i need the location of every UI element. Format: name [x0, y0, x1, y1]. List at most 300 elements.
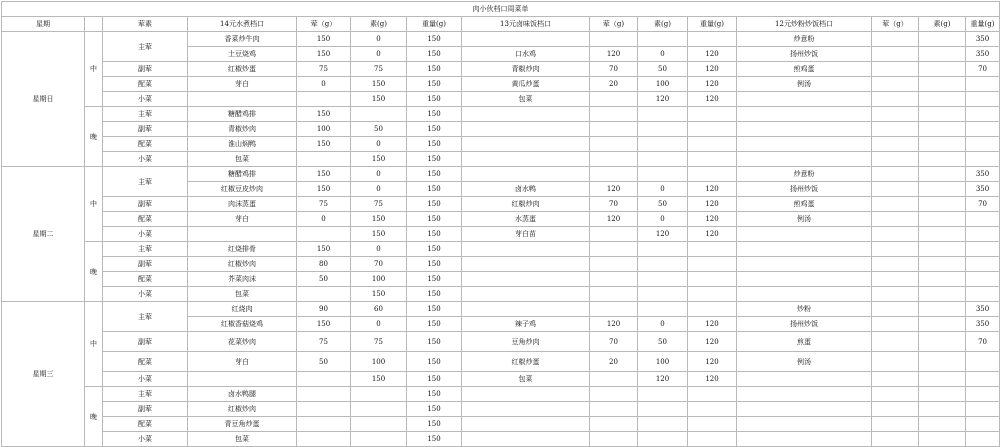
weight-cell: 120 — [688, 92, 737, 107]
dish-name-cell — [188, 372, 297, 387]
weight-cell — [919, 257, 966, 272]
dish-name-cell — [188, 227, 297, 242]
weight-cell — [638, 287, 688, 302]
column-header: 重量(g) — [966, 17, 1000, 32]
table-row — [2, 107, 1000, 122]
weight-cell: 150 — [351, 287, 407, 302]
dish-name-cell: 辣子鸡 — [462, 317, 590, 332]
dish-name-cell — [737, 107, 872, 122]
weight-cell — [590, 287, 638, 302]
weight-cell — [590, 257, 638, 272]
dish-name-cell: 例汤 — [737, 352, 872, 372]
weight-cell — [919, 432, 966, 447]
table-row — [2, 137, 1000, 152]
weight-cell — [872, 47, 919, 62]
dish-name-cell — [462, 122, 590, 137]
table-row — [2, 227, 1000, 242]
dish-name-cell: 扬州炒饭 — [737, 182, 872, 197]
weight-cell: 0 — [638, 212, 688, 227]
weight-cell: 20 — [590, 77, 638, 92]
weight-cell — [919, 77, 966, 92]
weight-cell: 150 — [351, 152, 407, 167]
weight-cell — [919, 287, 966, 302]
dish-name-cell: 青豆角炒蛋 — [188, 417, 297, 432]
weight-cell — [872, 417, 919, 432]
dish-type: 副荤 — [103, 62, 188, 77]
weight-cell — [919, 137, 966, 152]
dish-name-cell: 土豆烧鸡 — [188, 47, 297, 62]
dish-type: 小菜 — [103, 92, 188, 107]
weight-cell: 120 — [688, 47, 737, 62]
dish-name-cell — [462, 242, 590, 257]
weight-cell: 120 — [590, 317, 638, 332]
weight-cell: 120 — [638, 372, 688, 387]
weight-cell: 150 — [297, 47, 351, 62]
weight-cell — [688, 152, 737, 167]
weight-cell — [297, 287, 351, 302]
weight-cell — [919, 372, 966, 387]
weight-cell — [919, 182, 966, 197]
weight-cell: 150 — [407, 302, 462, 317]
weight-cell: 50 — [297, 352, 351, 372]
weight-cell — [872, 62, 919, 77]
weight-cell: 350 — [966, 32, 1000, 47]
weight-cell: 70 — [590, 332, 638, 352]
weight-cell — [590, 137, 638, 152]
column-header: 重量(g) — [407, 17, 462, 32]
weight-cell: 70 — [590, 62, 638, 77]
dish-name-cell — [737, 242, 872, 257]
weight-cell — [590, 417, 638, 432]
dish-name-cell: 香菜炒牛肉 — [188, 32, 297, 47]
weight-cell: 20 — [590, 352, 638, 372]
dish-name-cell — [462, 272, 590, 287]
weight-cell: 150 — [407, 62, 462, 77]
dish-type: 副荤 — [103, 197, 188, 212]
weight-cell — [297, 387, 351, 402]
dish-name-cell: 煎蛋 — [737, 332, 872, 352]
weight-cell: 120 — [590, 47, 638, 62]
dish-name-cell — [462, 432, 590, 447]
weight-cell: 75 — [297, 332, 351, 352]
weight-cell — [638, 107, 688, 122]
weight-cell — [966, 432, 1000, 447]
table-row — [2, 77, 1000, 92]
weight-cell — [638, 387, 688, 402]
weight-cell — [638, 167, 688, 182]
table-row — [2, 272, 1000, 287]
meal-label: 中 — [85, 167, 103, 242]
weight-cell: 150 — [407, 137, 462, 152]
dish-name-cell: 花菜炒肉 — [188, 332, 297, 352]
table-row — [2, 92, 1000, 107]
table-row — [2, 387, 1000, 402]
weight-cell — [966, 257, 1000, 272]
dish-name-cell: 芽白 — [188, 352, 297, 372]
weight-cell: 0 — [297, 77, 351, 92]
table-row — [2, 302, 1000, 317]
weight-cell — [638, 402, 688, 417]
meal-label: 中 — [85, 32, 103, 107]
weight-cell — [688, 167, 737, 182]
weight-cell — [919, 302, 966, 317]
weight-cell: 0 — [351, 47, 407, 62]
weight-cell — [919, 332, 966, 352]
weight-cell — [297, 417, 351, 432]
dish-name-cell: 包菜 — [188, 432, 297, 447]
weight-cell — [919, 32, 966, 47]
weight-cell — [590, 387, 638, 402]
weight-cell — [638, 272, 688, 287]
dish-type: 小菜 — [103, 432, 188, 447]
table-row — [2, 372, 1000, 387]
dish-type: 配菜 — [103, 212, 188, 227]
weight-cell — [919, 212, 966, 227]
dish-name-cell: 煎鸡蛋 — [737, 62, 872, 77]
weight-cell — [872, 197, 919, 212]
weight-cell: 150 — [407, 242, 462, 257]
weight-cell — [688, 107, 737, 122]
dish-type: 主荤 — [103, 107, 188, 122]
day-label: 星期日 — [2, 32, 85, 167]
table-row — [2, 257, 1000, 272]
weight-cell — [638, 137, 688, 152]
dish-name-cell — [737, 387, 872, 402]
weight-cell: 75 — [297, 62, 351, 77]
meal-label: 晚 — [85, 387, 103, 447]
dish-name-cell: 黄瓜炒蛋 — [462, 77, 590, 92]
dish-name-cell: 红椒炒肉 — [188, 402, 297, 417]
weight-cell — [872, 32, 919, 47]
weight-cell: 150 — [351, 77, 407, 92]
weight-cell — [638, 417, 688, 432]
weight-cell — [638, 257, 688, 272]
dish-name-cell: 例汤 — [737, 77, 872, 92]
dish-name-cell: 青椒炒肉 — [188, 122, 297, 137]
weight-cell — [919, 317, 966, 332]
dish-name-cell: 扬州炒饭 — [737, 47, 872, 62]
weight-cell — [872, 402, 919, 417]
weight-cell: 150 — [407, 352, 462, 372]
weight-cell: 120 — [590, 182, 638, 197]
column-header: 荤（g) — [590, 17, 638, 32]
weight-cell — [590, 272, 638, 287]
dish-type: 主荤 — [103, 32, 188, 62]
weight-cell — [590, 107, 638, 122]
weight-cell — [590, 402, 638, 417]
weight-cell: 0 — [351, 167, 407, 182]
weight-cell — [966, 352, 1000, 372]
weight-cell: 70 — [590, 197, 638, 212]
dish-name-cell: 红烧肉 — [188, 302, 297, 317]
column-header: 12元炒粉炒饭档口 — [737, 17, 872, 32]
weight-cell — [297, 152, 351, 167]
weight-cell — [590, 302, 638, 317]
column-header: 荤（g） — [872, 17, 919, 32]
weight-cell: 150 — [407, 227, 462, 242]
weight-cell — [966, 137, 1000, 152]
table-row — [2, 352, 1000, 372]
dish-name-cell — [737, 92, 872, 107]
dish-name-cell: 包菜 — [462, 372, 590, 387]
weight-cell — [688, 32, 737, 47]
weight-cell — [872, 387, 919, 402]
weight-cell: 120 — [688, 197, 737, 212]
dish-type: 主荤 — [103, 387, 188, 402]
weight-cell — [638, 32, 688, 47]
meal-label: 晚 — [85, 107, 103, 167]
weight-cell: 100 — [351, 352, 407, 372]
weight-cell: 150 — [407, 317, 462, 332]
meal-label: 晚 — [85, 242, 103, 302]
weight-cell: 100 — [351, 272, 407, 287]
weight-cell — [919, 417, 966, 432]
dish-type: 主荤 — [103, 302, 188, 332]
table-row — [2, 432, 1000, 447]
weight-cell — [688, 272, 737, 287]
weight-cell: 120 — [638, 92, 688, 107]
weight-cell — [872, 302, 919, 317]
table-row — [2, 32, 1000, 47]
weight-cell: 150 — [297, 317, 351, 332]
weight-cell: 150 — [407, 122, 462, 137]
weight-cell: 350 — [966, 317, 1000, 332]
weight-cell: 150 — [297, 242, 351, 257]
weight-cell: 70 — [966, 197, 1000, 212]
weight-cell — [688, 302, 737, 317]
weight-cell — [590, 227, 638, 242]
header-row — [2, 17, 1000, 32]
weight-cell: 0 — [351, 137, 407, 152]
day-label: 星期三 — [2, 302, 85, 447]
weight-cell: 120 — [688, 62, 737, 77]
dish-name-cell: 红椒炒蛋 — [188, 62, 297, 77]
dish-name-cell: 炒粉 — [737, 302, 872, 317]
dish-name-cell — [737, 137, 872, 152]
dish-name-cell — [462, 257, 590, 272]
table-row — [2, 197, 1000, 212]
weight-cell: 150 — [351, 372, 407, 387]
weight-cell: 150 — [407, 272, 462, 287]
dish-name-cell: 包菜 — [188, 287, 297, 302]
weight-cell — [688, 257, 737, 272]
weight-cell — [638, 122, 688, 137]
weight-cell — [590, 32, 638, 47]
dish-name-cell: 扬州炒饭 — [737, 317, 872, 332]
dish-name-cell: 煎鸡蛋 — [737, 197, 872, 212]
dish-name-cell: 包菜 — [188, 152, 297, 167]
weight-cell — [966, 387, 1000, 402]
dish-name-cell: 炒意粉 — [737, 167, 872, 182]
column-header: 素(g) — [638, 17, 688, 32]
weight-cell — [872, 257, 919, 272]
dish-name-cell — [737, 432, 872, 447]
weight-cell: 75 — [351, 332, 407, 352]
dish-name-cell: 口水鸡 — [462, 47, 590, 62]
dish-name-cell — [462, 107, 590, 122]
dish-name-cell — [462, 152, 590, 167]
weight-cell — [297, 432, 351, 447]
weight-cell: 150 — [407, 167, 462, 182]
weight-cell — [872, 92, 919, 107]
weight-cell — [872, 212, 919, 227]
weight-cell: 0 — [351, 317, 407, 332]
weight-cell — [872, 167, 919, 182]
dish-name-cell — [737, 287, 872, 302]
weight-cell: 150 — [407, 47, 462, 62]
weight-cell: 70 — [966, 332, 1000, 352]
day-label: 星期二 — [2, 167, 85, 302]
weight-cell: 150 — [407, 212, 462, 227]
menu-title: 肉小伙档口周菜单 — [2, 2, 1000, 17]
weight-cell: 350 — [966, 47, 1000, 62]
weight-cell — [919, 122, 966, 137]
weight-cell: 150 — [407, 152, 462, 167]
column-header: 14元水煮档口 — [188, 17, 297, 32]
weight-cell: 150 — [407, 417, 462, 432]
column-header — [85, 17, 103, 32]
weight-cell — [872, 107, 919, 122]
weight-cell — [351, 417, 407, 432]
weight-cell — [919, 242, 966, 257]
weight-cell — [297, 92, 351, 107]
dish-name-cell — [737, 122, 872, 137]
dish-type: 主荤 — [103, 167, 188, 197]
weight-cell: 0 — [297, 212, 351, 227]
weight-cell — [966, 107, 1000, 122]
weight-cell — [638, 152, 688, 167]
weight-cell — [872, 352, 919, 372]
dish-type: 配菜 — [103, 417, 188, 432]
weight-cell: 0 — [351, 182, 407, 197]
weight-cell: 0 — [351, 32, 407, 47]
weight-cell: 150 — [407, 92, 462, 107]
dish-type: 副荤 — [103, 257, 188, 272]
weight-cell — [872, 332, 919, 352]
dish-name-cell — [737, 227, 872, 242]
weight-cell — [590, 372, 638, 387]
weight-cell: 0 — [638, 317, 688, 332]
dish-name-cell — [462, 302, 590, 317]
weight-cell — [966, 152, 1000, 167]
weight-cell: 0 — [638, 47, 688, 62]
weight-cell — [590, 242, 638, 257]
column-header: 荤素 — [103, 17, 188, 32]
weight-cell: 150 — [297, 137, 351, 152]
column-header: 星期 — [2, 17, 85, 32]
dish-name-cell: 肉沫蒸蛋 — [188, 197, 297, 212]
weight-cell — [919, 47, 966, 62]
weight-cell — [688, 417, 737, 432]
table-row — [2, 122, 1000, 137]
weight-cell — [590, 432, 638, 447]
weight-cell: 150 — [407, 32, 462, 47]
dish-name-cell — [462, 417, 590, 432]
weight-cell — [966, 242, 1000, 257]
weight-cell — [351, 387, 407, 402]
weight-cell — [688, 287, 737, 302]
weight-cell: 120 — [590, 212, 638, 227]
dish-name-cell: 红椒炒肉 — [188, 257, 297, 272]
weight-cell: 150 — [407, 77, 462, 92]
weight-cell — [872, 227, 919, 242]
weight-cell — [688, 387, 737, 402]
weight-cell — [872, 77, 919, 92]
column-header: 13元卤味饭档口 — [462, 17, 590, 32]
weight-cell — [872, 372, 919, 387]
dish-name-cell: 水蒸蛋 — [462, 212, 590, 227]
dish-name-cell: 包菜 — [462, 92, 590, 107]
weight-cell: 50 — [638, 197, 688, 212]
weight-cell: 120 — [638, 227, 688, 242]
dish-type: 小菜 — [103, 287, 188, 302]
weight-cell: 100 — [638, 352, 688, 372]
dish-name-cell — [462, 32, 590, 47]
weight-cell — [872, 242, 919, 257]
dish-name-cell: 卤水鸭腿 — [188, 387, 297, 402]
dish-name-cell — [737, 152, 872, 167]
dish-name-cell: 红椒豆皮炒肉 — [188, 182, 297, 197]
dish-name-cell: 例汤 — [737, 212, 872, 227]
weight-cell — [966, 272, 1000, 287]
weight-cell — [351, 402, 407, 417]
weight-cell — [297, 402, 351, 417]
weight-cell — [872, 287, 919, 302]
weight-cell: 70 — [351, 257, 407, 272]
dish-type: 副荤 — [103, 122, 188, 137]
weight-cell: 150 — [407, 387, 462, 402]
weight-cell: 150 — [351, 227, 407, 242]
dish-name-cell — [737, 372, 872, 387]
weight-cell — [966, 227, 1000, 242]
dish-type: 配菜 — [103, 137, 188, 152]
dish-type: 小菜 — [103, 372, 188, 387]
weight-cell — [966, 92, 1000, 107]
meal-label: 中 — [85, 302, 103, 387]
dish-name-cell — [737, 417, 872, 432]
dish-name-cell — [737, 257, 872, 272]
weight-cell: 150 — [407, 197, 462, 212]
dish-name-cell: 卤水鸭 — [462, 182, 590, 197]
dish-type: 小菜 — [103, 227, 188, 242]
weight-cell: 75 — [351, 197, 407, 212]
dish-name-cell: 糖醋鸡排 — [188, 167, 297, 182]
weight-cell — [872, 122, 919, 137]
weight-cell — [638, 432, 688, 447]
weight-cell — [919, 167, 966, 182]
dish-name-cell: 芽白 — [188, 212, 297, 227]
dish-name-cell — [462, 167, 590, 182]
weight-cell — [919, 62, 966, 77]
weight-cell: 150 — [407, 372, 462, 387]
dish-type: 主荤 — [103, 242, 188, 257]
weight-cell: 350 — [966, 302, 1000, 317]
weight-cell: 150 — [407, 107, 462, 122]
dish-name-cell: 芥菜肉沫 — [188, 272, 297, 287]
weight-cell — [919, 402, 966, 417]
weight-cell — [872, 272, 919, 287]
column-header: 素(g) — [919, 17, 966, 32]
weight-cell — [351, 432, 407, 447]
weight-cell — [966, 402, 1000, 417]
weight-cell: 70 — [966, 62, 1000, 77]
weight-cell: 350 — [966, 167, 1000, 182]
weight-cell: 150 — [407, 287, 462, 302]
weight-cell — [688, 242, 737, 257]
weight-cell: 120 — [688, 77, 737, 92]
weight-cell — [919, 197, 966, 212]
weight-cell: 50 — [351, 122, 407, 137]
